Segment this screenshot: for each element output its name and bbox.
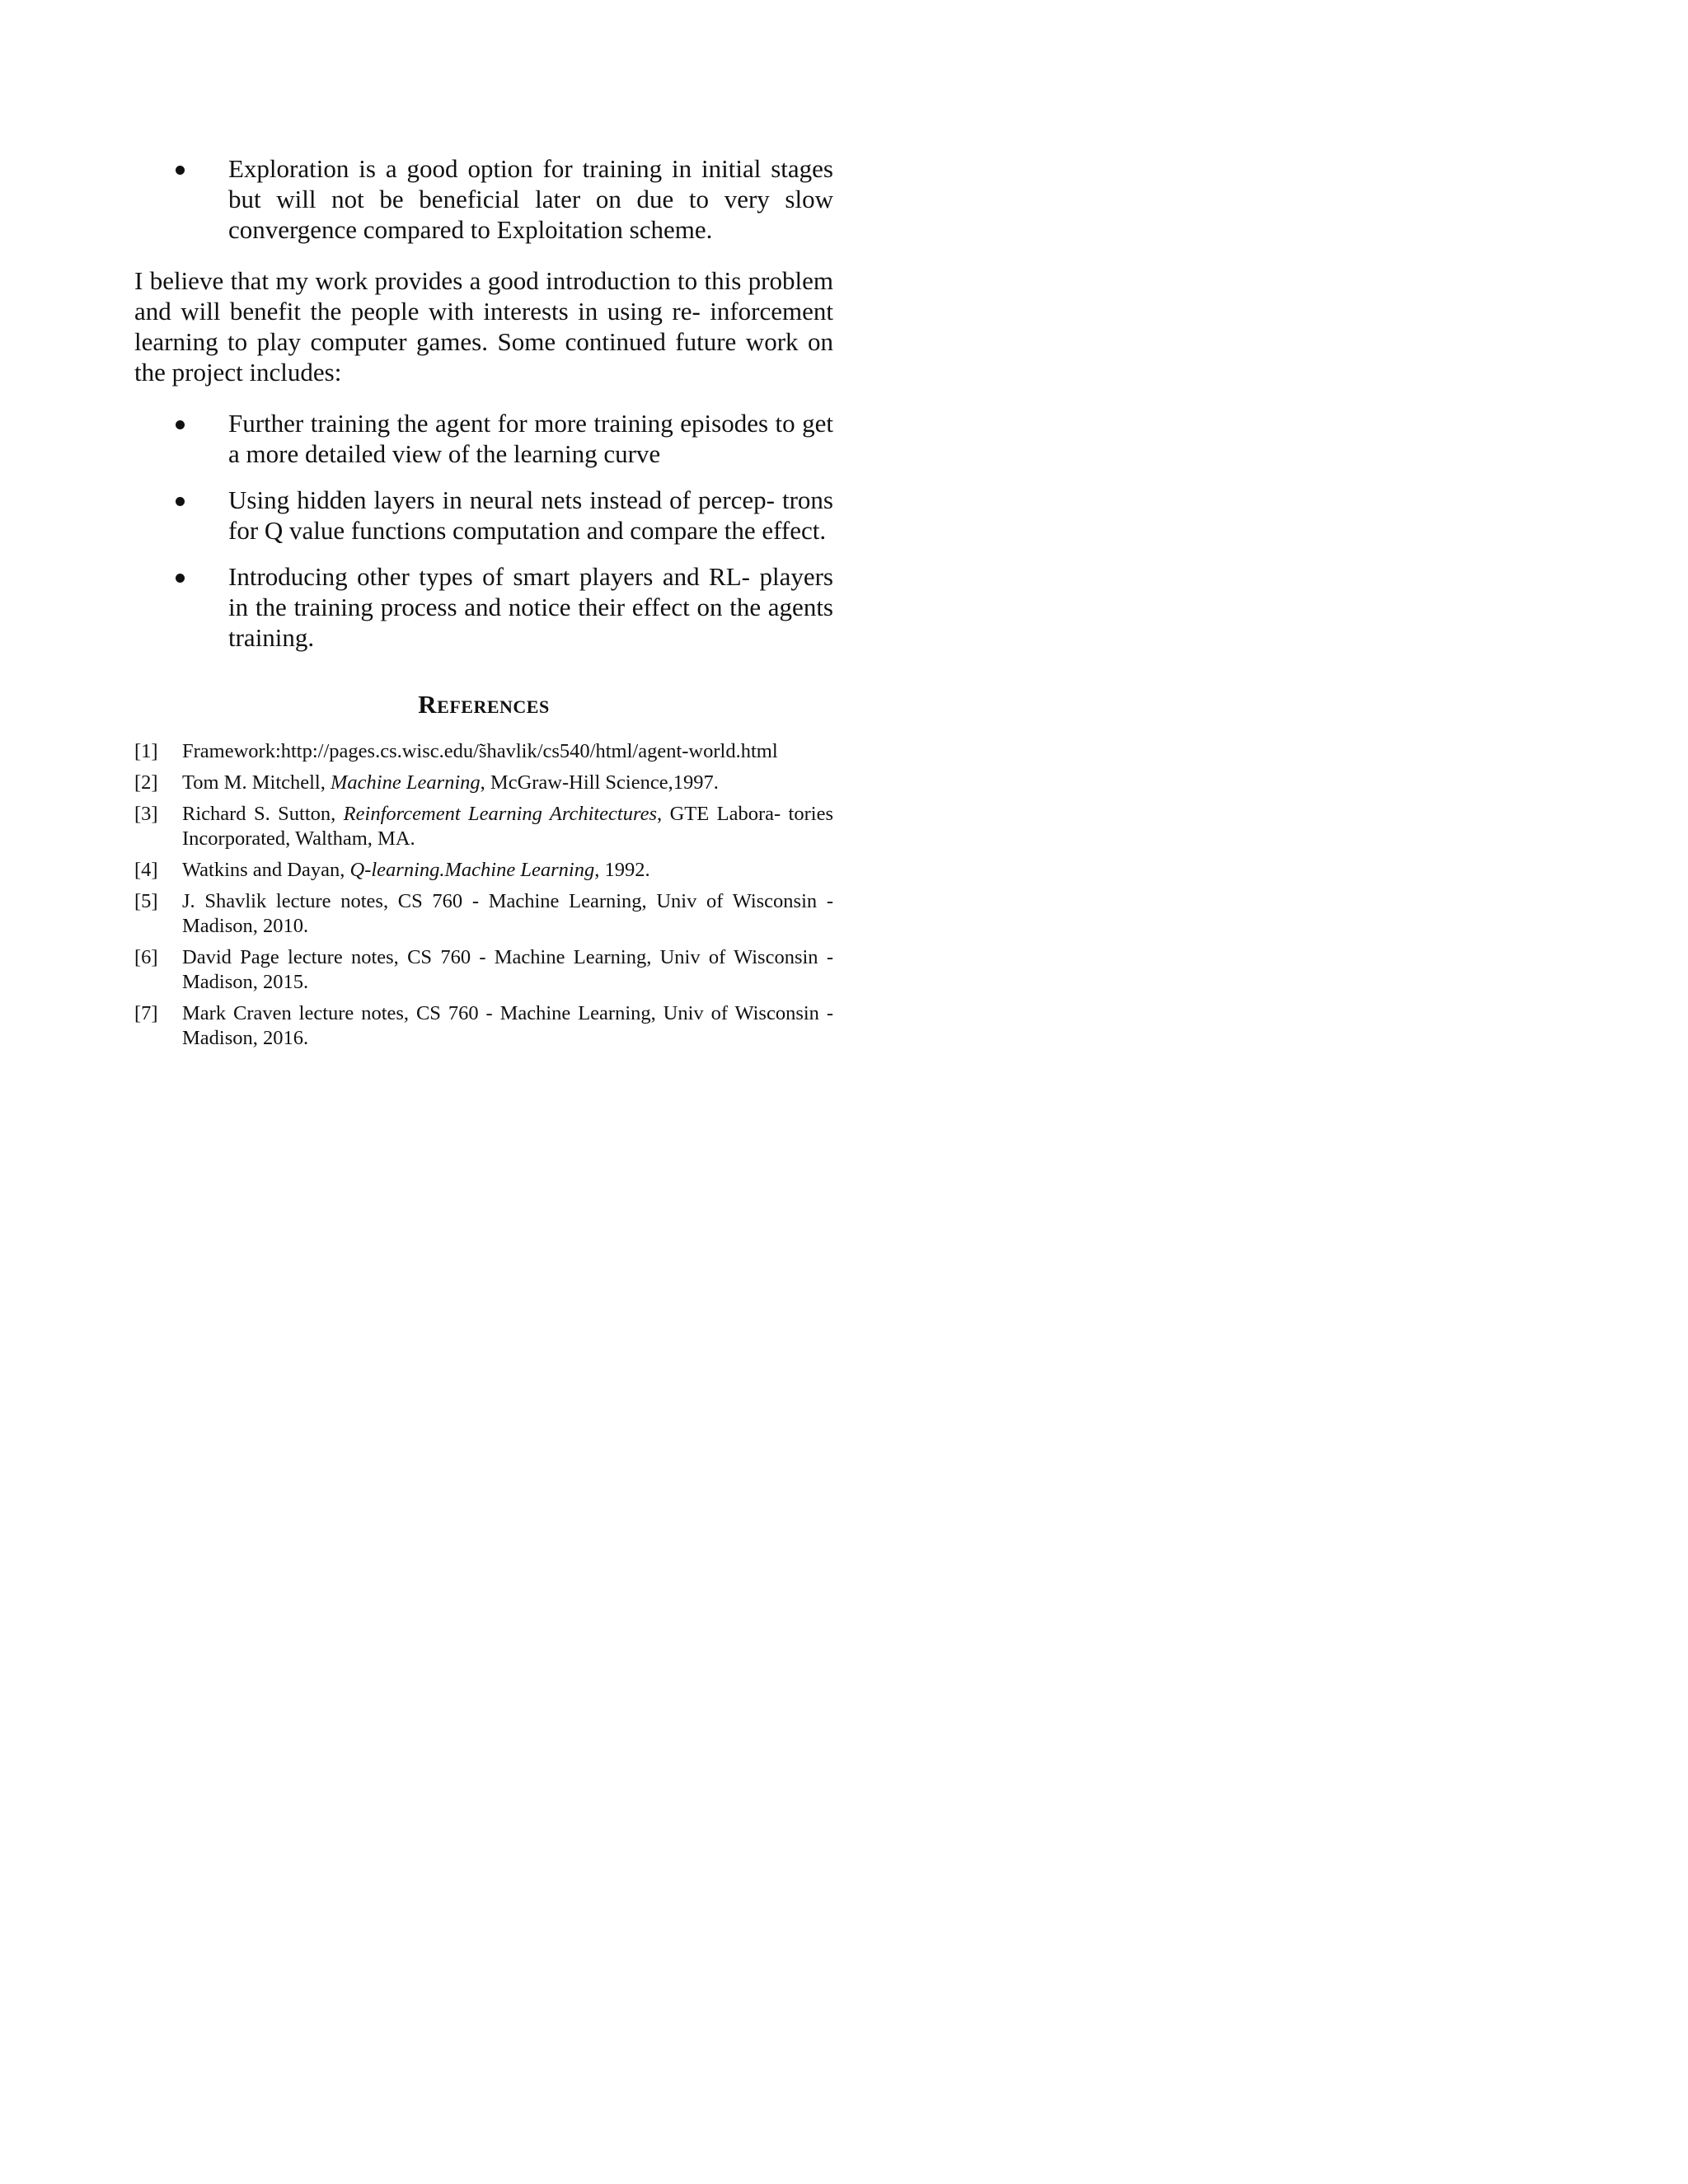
paper-column bbox=[134, 153, 833, 1057]
reference-title: Machine Learning bbox=[330, 771, 481, 794]
reference-item bbox=[134, 889, 833, 939]
reference-item bbox=[134, 858, 833, 883]
bullet-text: Introducing other types of smart players and RL- players in the training process and notice their effect on the agents training. bbox=[228, 562, 833, 652]
bullet-dot-icon bbox=[176, 166, 185, 175]
reference-number: [7] bbox=[134, 1002, 158, 1024]
reference-publisher: , GTE Labora- tories Incorporated, Waltham, MA. bbox=[182, 803, 833, 850]
reference-number: [3] bbox=[134, 803, 158, 825]
reference-publisher: , McGraw-Hill Science,1997. bbox=[480, 771, 719, 794]
references-list bbox=[134, 739, 833, 1051]
reference-item bbox=[134, 1001, 833, 1051]
bullet-item bbox=[134, 153, 833, 245]
reference-text: David Page lecture notes, CS 760 - Machine Learning, Univ of Wisconsin - Madison, 2015. bbox=[182, 946, 833, 993]
reference-number: [5] bbox=[134, 890, 158, 912]
reference-publisher: , 1992. bbox=[594, 859, 650, 881]
reference-item bbox=[134, 945, 833, 995]
bullet-text: Further training the agent for more training episodes to get a more detailed view of the learning curve bbox=[228, 409, 833, 468]
reference-title: Q-learning.Machine Learning bbox=[349, 859, 595, 881]
conclusion-bullet-list bbox=[134, 153, 833, 245]
bullet-dot-icon bbox=[176, 497, 185, 506]
bullet-item bbox=[134, 485, 833, 546]
bullet-dot-icon bbox=[176, 420, 185, 429]
bullet-item bbox=[134, 561, 833, 653]
reference-text: J. Shavlik lecture notes, CS 760 - Machine Learning, Univ of Wisconsin - Madison, 2010. bbox=[182, 890, 833, 937]
bullet-dot-icon bbox=[176, 574, 185, 583]
reference-number: [6] bbox=[134, 946, 158, 968]
references-heading: References bbox=[418, 690, 550, 719]
reference-item bbox=[134, 771, 833, 795]
reference-text: Mark Craven lecture notes, CS 760 - Machine Learning, Univ of Wisconsin - Madison, 2016. bbox=[182, 1002, 833, 1049]
bullet-text: Exploration is a good option for training in initial stages but will not be beneficial later on due to very slow convergence compared to Exploitation scheme. bbox=[228, 154, 833, 244]
reference-text: Framework:http://pages.cs.wisc.edu/̃shavlik/cs540/html/agent-world.html bbox=[182, 740, 778, 762]
future-work-bullet-list bbox=[134, 408, 833, 653]
reference-author: Tom M. Mitchell, bbox=[182, 771, 331, 794]
reference-item bbox=[134, 739, 833, 764]
reference-item bbox=[134, 802, 833, 851]
reference-title: Reinforcement Learning Architectures bbox=[343, 803, 658, 825]
reference-number: [2] bbox=[134, 771, 158, 794]
reference-author: Watkins and Dayan, bbox=[182, 859, 350, 881]
reference-number: [1] bbox=[134, 740, 158, 762]
reference-author: Richard S. Sutton, bbox=[182, 803, 344, 825]
bullet-text: Using hidden layers in neural nets instead of percep- trons for Q value functions computation and compare the effect. bbox=[228, 485, 833, 545]
reference-number: [4] bbox=[134, 859, 158, 881]
body-paragraph: I believe that my work provides a good introduction to this problem and will benefit the people with interests in using re- inforcement learning to play computer games. Some continued future work on the project includes: bbox=[134, 266, 833, 387]
bullet-item bbox=[134, 408, 833, 469]
